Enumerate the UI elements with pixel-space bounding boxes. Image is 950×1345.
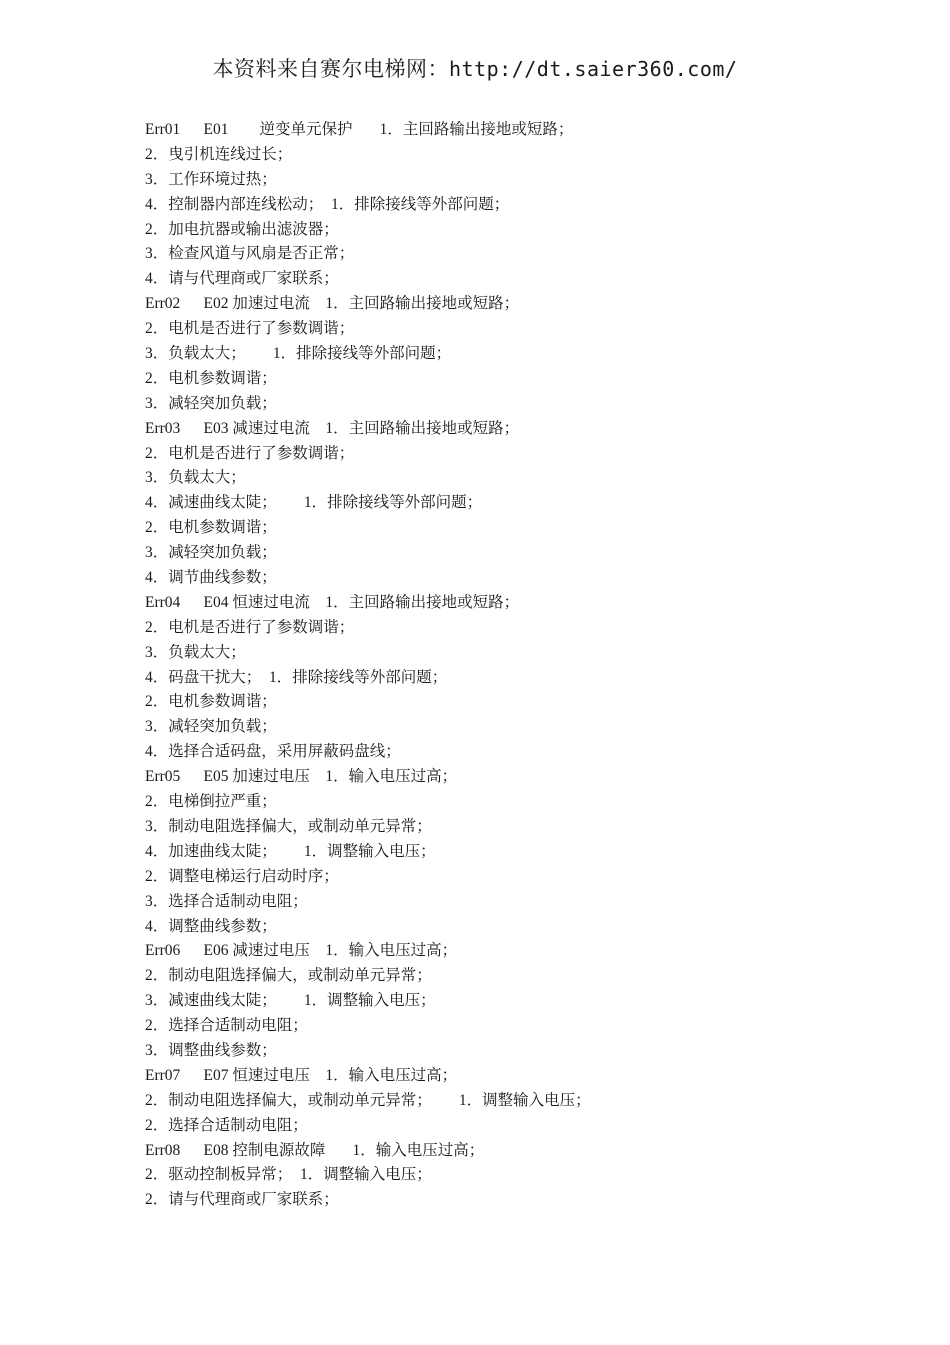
text-line: 2．调整电梯运行启动时序；	[145, 867, 339, 885]
text-line: 3．选择合适制动电阻；	[145, 892, 308, 910]
text-line: 4．减速曲线太陡； 1．排除接线等外部问题；	[145, 494, 483, 512]
text-line: 4．请与代理商或厂家联系；	[145, 270, 339, 288]
text-line: 3．制动电阻选择偏大，或制动单元异常；	[145, 817, 432, 835]
text-line: 2．制动电阻选择偏大，或制动单元异常；	[145, 967, 432, 985]
text-line: 2．电机参数调谐；	[145, 369, 277, 387]
text-line: 2．电机是否进行了参数调谐；	[145, 618, 355, 636]
site-url[interactable]: http://dt.saier360.com/	[449, 57, 738, 81]
text-line: 4．加速曲线太陡； 1．调整输入电压；	[145, 842, 436, 860]
text-line: 3．减轻突加负载；	[145, 544, 277, 562]
text-line: 2．驱动控制板异常； 1．调整输入电压；	[145, 1166, 432, 1184]
text-line: 2．加电抗器或输出滤波器；	[145, 220, 339, 238]
text-line: Err04 E04 恒速过电流 1．主回路输出接地或短路；	[145, 593, 520, 611]
page-header	[0, 53, 950, 85]
text-line: 2．选择合适制动电阻；	[145, 1116, 308, 1134]
text-line: Err02 E02 加速过电流 1．主回路输出接地或短路；	[145, 295, 520, 313]
text-line: 2．选择合适制动电阻；	[145, 1017, 308, 1035]
text-line: 3．负载太大；	[145, 643, 246, 661]
text-line: 2．曳引机连线过长；	[145, 145, 293, 163]
text-line: 4．码盘干扰大； 1．排除接线等外部问题；	[145, 668, 448, 686]
text-line: Err03 E03 减速过电流 1．主回路输出接地或短路；	[145, 419, 520, 437]
text-line: 2．制动电阻选择偏大，或制动单元异常； 1．调整输入电压；	[145, 1091, 591, 1109]
text-line: 2．电机参数调谐；	[145, 693, 277, 711]
text-line: 4．调节曲线参数；	[145, 569, 277, 587]
text-line: Err06 E06 减速过电压 1．输入电压过高；	[145, 942, 458, 960]
text-line: 3．减轻突加负载；	[145, 394, 277, 412]
text-line: 3．调整曲线参数；	[145, 1041, 277, 1059]
text-line: Err01 E01 逆变单元保护 1．主回路输出接地或短路；	[145, 121, 574, 138]
text-line: 3．减轻突加负载；	[145, 718, 277, 736]
text-line: 3．负载太大；	[145, 469, 246, 487]
text-line: 2．电机参数调谐；	[145, 519, 277, 537]
text-line: 3．减速曲线太陡； 1．调整输入电压；	[145, 992, 436, 1010]
site-title: 本资料来自赛尔电梯网：	[212, 57, 450, 81]
text-line: 2．电机是否进行了参数调谐；	[145, 444, 355, 462]
text-line: 2．电梯倒拉严重；	[145, 793, 277, 811]
text-line: Err07 E07 恒速过电压 1．输入电压过高；	[145, 1066, 458, 1084]
text-line: 2．请与代理商或厂家联系；	[145, 1191, 339, 1209]
text-line: 4．控制器内部连线松动； 1．排除接线等外部问题；	[145, 195, 510, 213]
text-line: 3．检查风道与风扇是否正常；	[145, 245, 355, 263]
text-line: 4．选择合适码盘，采用屏蔽码盘线；	[145, 743, 401, 761]
fault-code-list	[145, 118, 845, 1213]
text-line: 4．调整曲线参数；	[145, 917, 277, 935]
text-line: 3．负载太大； 1．排除接线等外部问题；	[145, 345, 452, 363]
text-line: Err08 E08 控制电源故障 1．输入电压过高；	[145, 1141, 485, 1159]
text-line: 2．电机是否进行了参数调谐；	[145, 320, 355, 338]
text-line: 3．工作环境过热；	[145, 170, 277, 188]
text-line: Err05 E05 加速过电压 1．输入电压过高；	[145, 768, 458, 786]
